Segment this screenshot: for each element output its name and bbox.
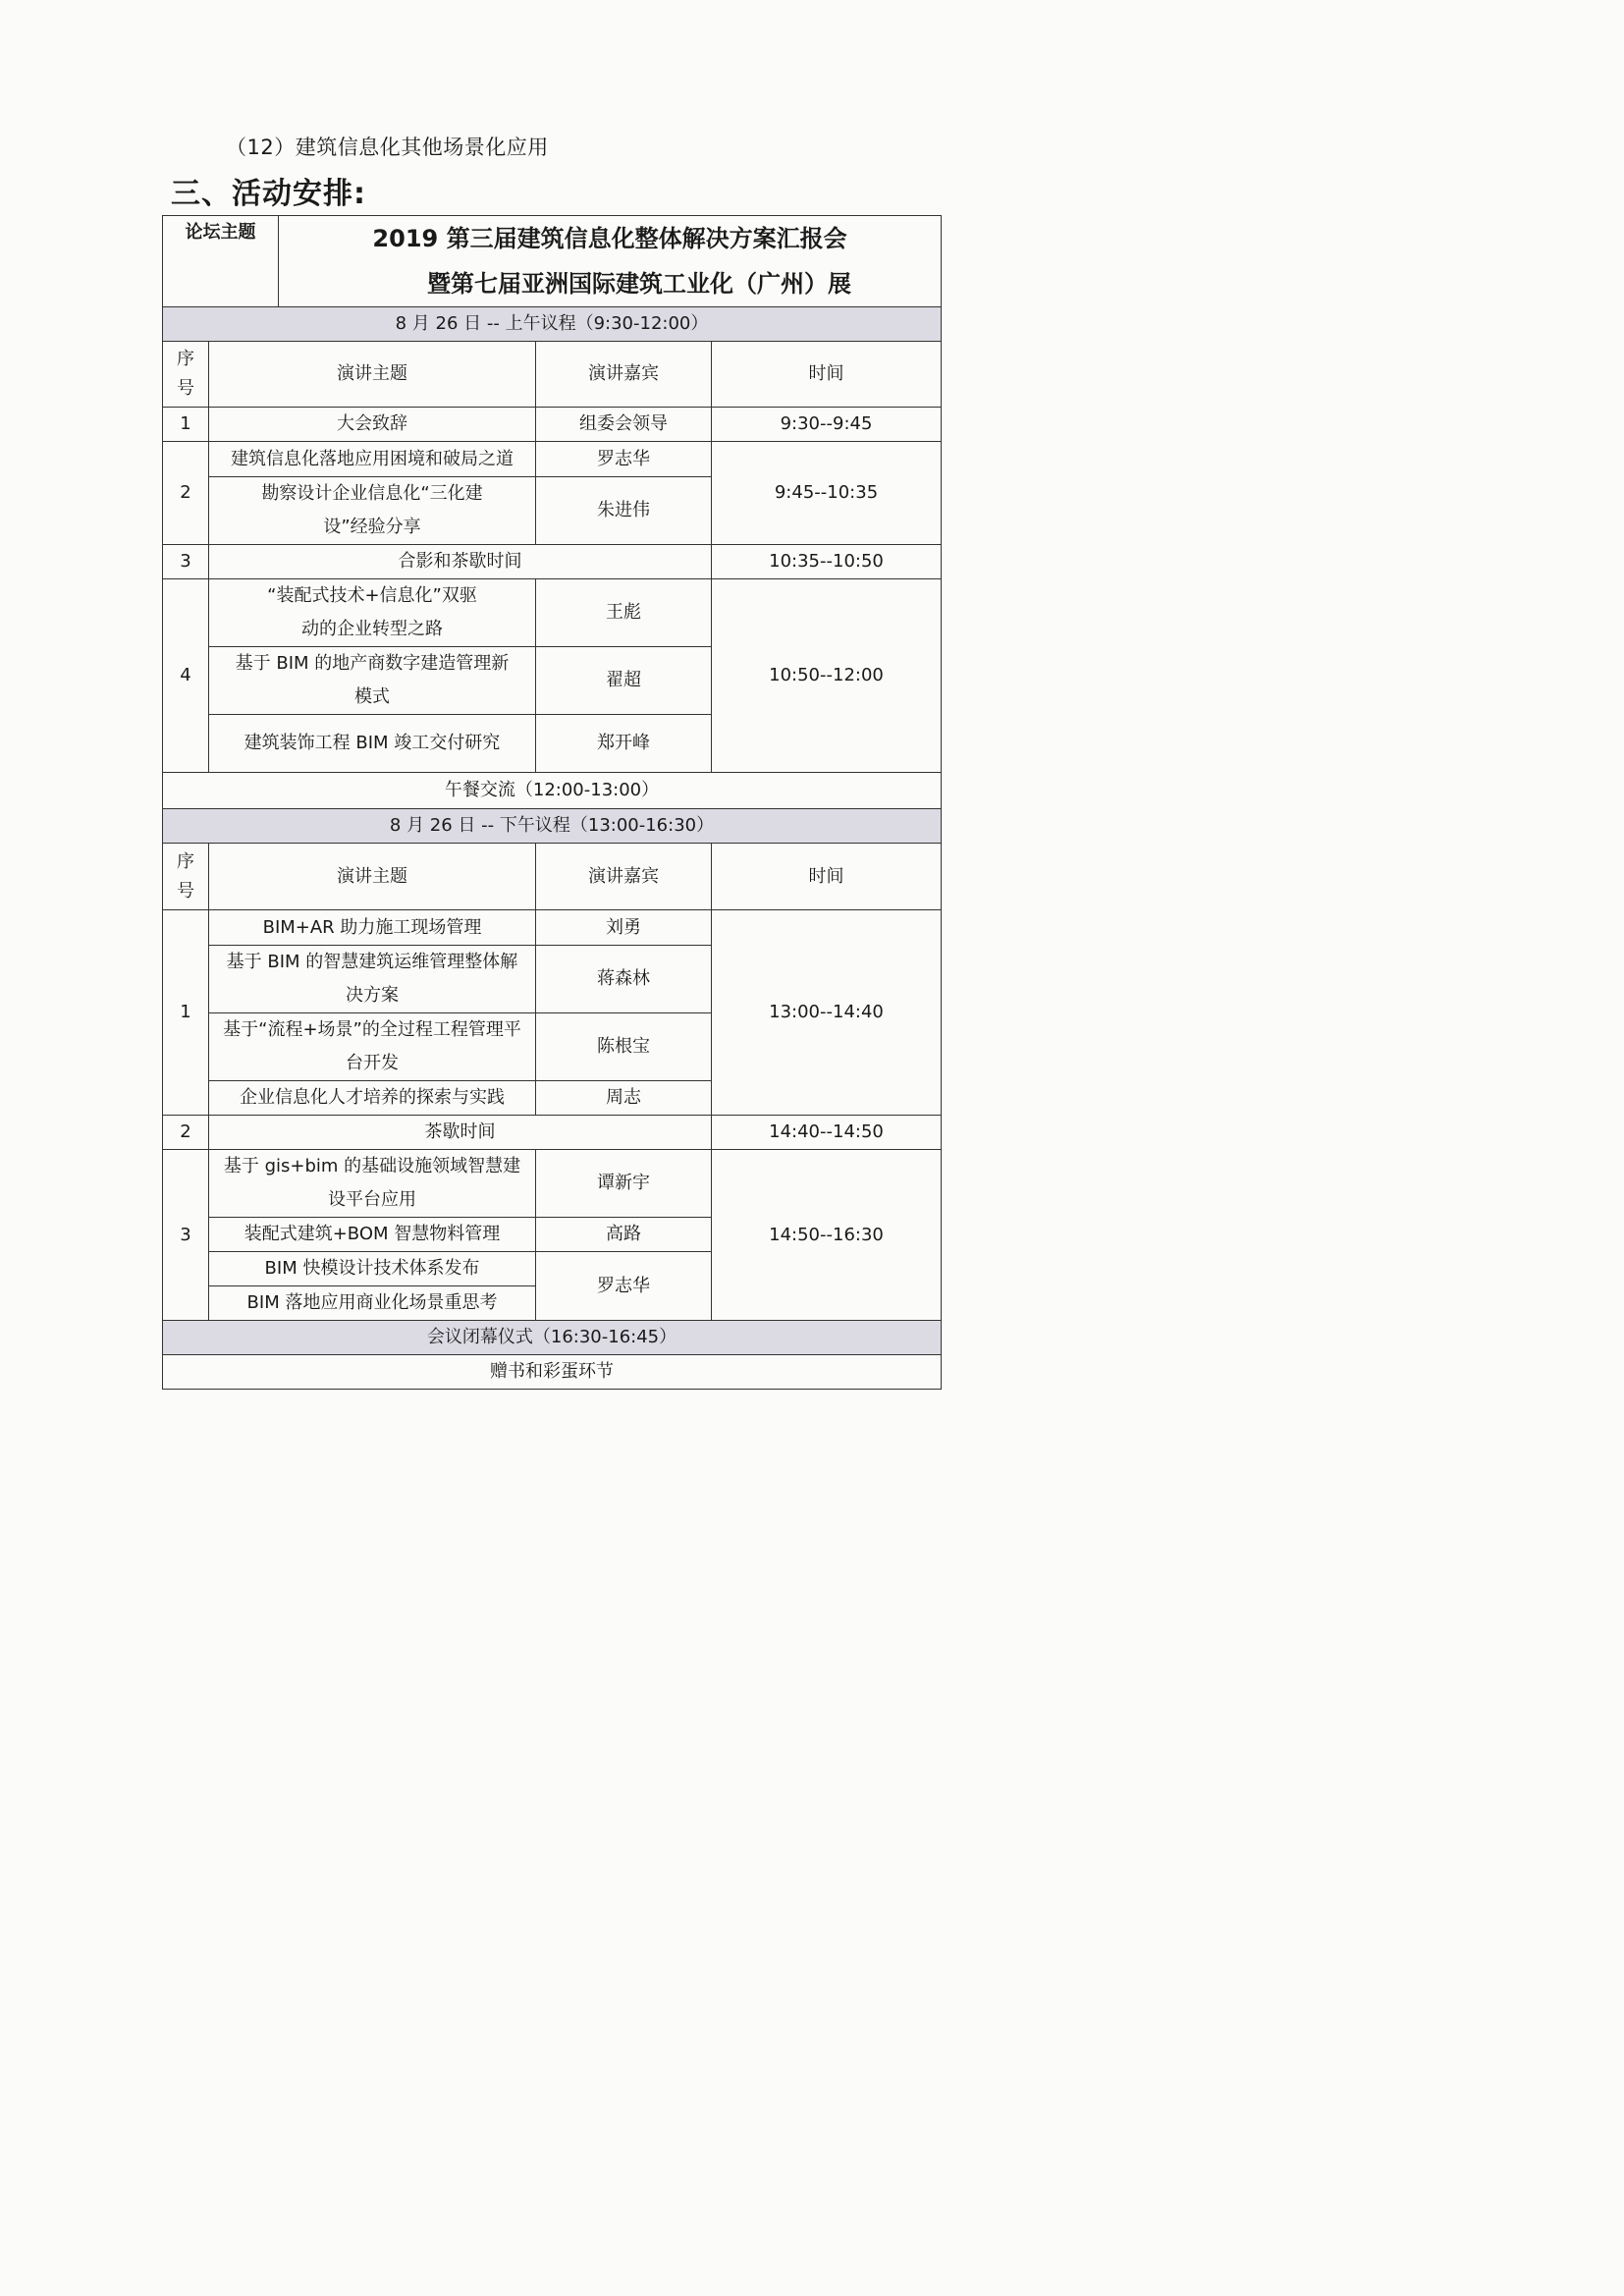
topic-cell: 基于 BIM 的地产商数字建造管理新模式 bbox=[209, 647, 536, 715]
afternoon-column-headers bbox=[163, 844, 942, 910]
forum-theme-label: 论坛主题 bbox=[163, 216, 279, 307]
seq-cell: 3 bbox=[163, 545, 209, 579]
lunch-cell: 午餐交流（12:00-13:00） bbox=[163, 773, 942, 809]
topic-cell: BIM+AR 助力施工现场管理 bbox=[209, 910, 536, 946]
lunch-row bbox=[163, 773, 942, 809]
morning-header: 8 月 26 日 -- 上午议程（9:30-12:00） bbox=[163, 307, 942, 342]
forum-theme-title bbox=[279, 216, 942, 307]
table-row bbox=[163, 910, 942, 946]
morning-header-row bbox=[163, 307, 942, 342]
closing-cell: 会议闭幕仪式（16:30-16:45） bbox=[163, 1321, 942, 1355]
time-cell: 10:35--10:50 bbox=[712, 545, 942, 579]
speaker-cell: 陈根宝 bbox=[536, 1013, 712, 1081]
list-item-12: （12）建筑信息化其他场景化应用 bbox=[226, 136, 549, 159]
time-cell: 9:45--10:35 bbox=[712, 442, 942, 545]
speaker-cell: 刘勇 bbox=[536, 910, 712, 946]
finale-cell: 赠书和彩蛋环节 bbox=[163, 1355, 942, 1390]
topic-cell: BIM 落地应用商业化场景重思考 bbox=[209, 1286, 536, 1321]
topic-cell: 建筑信息化落地应用困境和破局之道 bbox=[209, 442, 536, 477]
topic-cell: 基于 BIM 的智慧建筑运维管理整体解决方案 bbox=[209, 946, 536, 1013]
forum-theme-row bbox=[163, 216, 942, 307]
time-cell: 9:30--9:45 bbox=[712, 408, 942, 442]
topic-cell: BIM 快模设计技术体系发布 bbox=[209, 1252, 536, 1286]
agenda-table bbox=[162, 215, 942, 1390]
table-row bbox=[163, 442, 942, 477]
topic-cell: “装配式技术+信息化”双驱动的企业转型之路 bbox=[209, 579, 536, 647]
topic-cell: 建筑装饰工程 BIM 竣工交付研究 bbox=[209, 715, 536, 773]
afternoon-header: 8 月 26 日 -- 下午议程（13:00-16:30） bbox=[163, 809, 942, 844]
seq-cell: 4 bbox=[163, 579, 209, 773]
speaker-cell: 罗志华 bbox=[536, 442, 712, 477]
seq-cell: 1 bbox=[163, 910, 209, 1116]
time-cell: 13:00--14:40 bbox=[712, 910, 942, 1116]
table-row bbox=[163, 579, 942, 647]
time-cell: 14:40--14:50 bbox=[712, 1116, 942, 1150]
seq-cell: 2 bbox=[163, 442, 209, 545]
table-row bbox=[163, 1150, 942, 1218]
topic-cell: 装配式建筑+BOM 智慧物料管理 bbox=[209, 1218, 536, 1252]
morning-column-headers bbox=[163, 342, 942, 408]
topic-cell: 勘察设计企业信息化“三化建设”经验分享 bbox=[209, 477, 536, 545]
forum-title-line1: 2019 第三届建筑信息化整体解决方案汇报会 bbox=[372, 225, 847, 252]
col-topic: 演讲主题 bbox=[209, 342, 536, 408]
col-seq: 序号 bbox=[163, 844, 209, 910]
speaker-cell: 周志 bbox=[536, 1081, 712, 1116]
topic-cell: 合影和茶歇时间 bbox=[209, 545, 712, 579]
speaker-cell: 组委会领导 bbox=[536, 408, 712, 442]
table-row bbox=[163, 545, 942, 579]
speaker-cell: 王彪 bbox=[536, 579, 712, 647]
speaker-cell: 翟超 bbox=[536, 647, 712, 715]
speaker-cell: 罗志华 bbox=[536, 1252, 712, 1321]
closing-row bbox=[163, 1321, 942, 1355]
speaker-cell: 蒋森林 bbox=[536, 946, 712, 1013]
section-heading: 三、活动安排: bbox=[171, 177, 366, 211]
topic-cell: 茶歇时间 bbox=[209, 1116, 712, 1150]
speaker-cell: 谭新宇 bbox=[536, 1150, 712, 1218]
topic-cell: 大会致辞 bbox=[209, 408, 536, 442]
finale-row bbox=[163, 1355, 942, 1390]
topic-cell: 基于 gis+bim 的基础设施领域智慧建设平台应用 bbox=[209, 1150, 536, 1218]
time-cell: 10:50--12:00 bbox=[712, 579, 942, 773]
col-topic: 演讲主题 bbox=[209, 844, 536, 910]
seq-cell: 2 bbox=[163, 1116, 209, 1150]
col-speaker: 演讲嘉宾 bbox=[536, 342, 712, 408]
topic-cell: 基于“流程+场景”的全过程工程管理平台开发 bbox=[209, 1013, 536, 1081]
speaker-cell: 高路 bbox=[536, 1218, 712, 1252]
topic-cell: 企业信息化人才培养的探索与实践 bbox=[209, 1081, 536, 1116]
col-time: 时间 bbox=[712, 844, 942, 910]
table-row bbox=[163, 1116, 942, 1150]
seq-cell: 3 bbox=[163, 1150, 209, 1321]
speaker-cell: 郑开峰 bbox=[536, 715, 712, 773]
time-cell: 14:50--16:30 bbox=[712, 1150, 942, 1321]
col-speaker: 演讲嘉宾 bbox=[536, 844, 712, 910]
seq-cell: 1 bbox=[163, 408, 209, 442]
table-row bbox=[163, 408, 942, 442]
forum-title-line2: 暨第七届亚洲国际建筑工业化（广州）展 bbox=[427, 270, 851, 298]
col-time: 时间 bbox=[712, 342, 942, 408]
col-seq: 序号 bbox=[163, 342, 209, 408]
speaker-cell: 朱进伟 bbox=[536, 477, 712, 545]
afternoon-header-row bbox=[163, 809, 942, 844]
